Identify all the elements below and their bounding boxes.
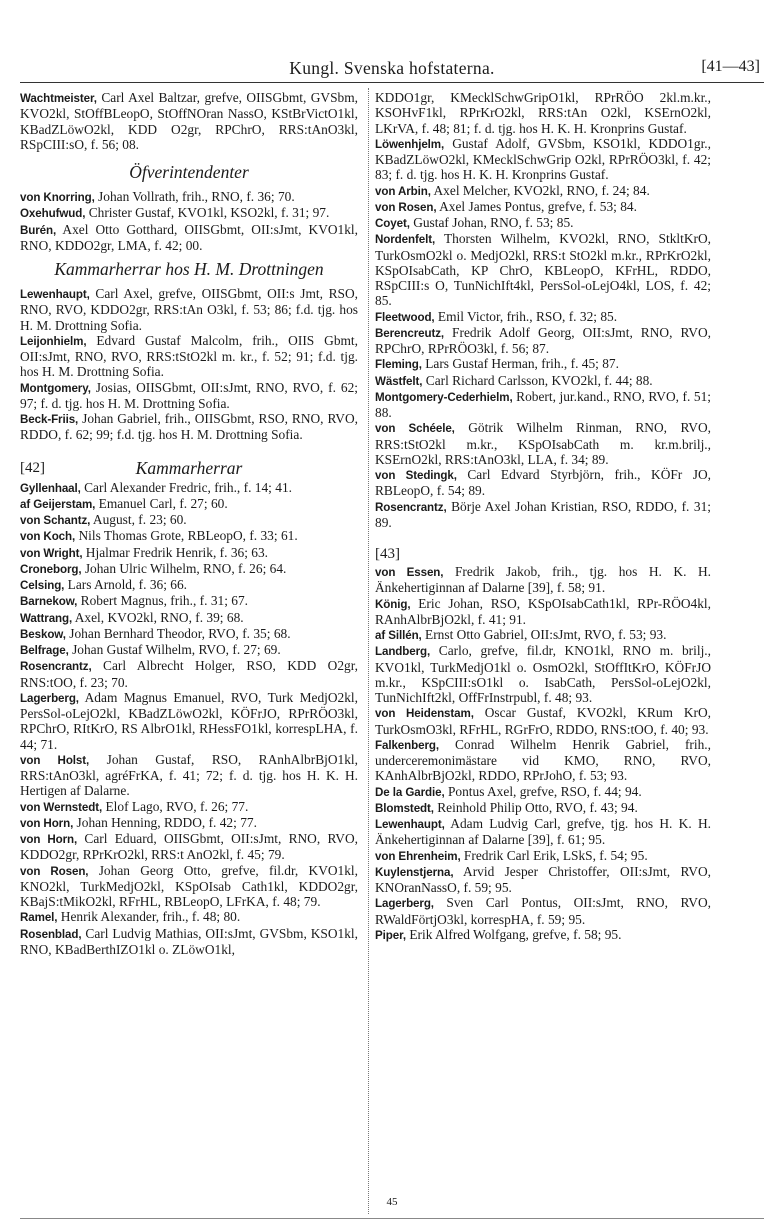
entry-text: Sven Carl Pontus, OII:sJmt, RNO, RVO, RWaldFörtjO3kl, korrespHA, f. 59; 95.	[375, 895, 711, 927]
entry-text: Lars Gustaf Herman, frih., f. 45; 87.	[421, 356, 619, 372]
register-entry	[375, 420, 711, 467]
register-entry	[20, 333, 358, 380]
entry-text: Nils Thomas Grote, RBLeopO, f. 33; 61.	[75, 528, 298, 544]
entry-name: Lagerberg,	[20, 691, 79, 705]
entry-list	[20, 480, 358, 958]
entry-text: Christer Gustaf, KVO1kl, KSO2kl, f. 31; 97.	[85, 205, 330, 221]
register-entry	[375, 784, 711, 800]
left-column	[20, 90, 358, 957]
register-entry	[375, 356, 711, 372]
entry-text: Börje Axel Johan Kristian, RSO, RDDO, f. 31; 89.	[375, 498, 711, 530]
entry-text: Axel, KVO2kl, RNO, f. 39; 68.	[72, 609, 244, 625]
entry-text: Robert Magnus, frih., f. 31; 67.	[77, 593, 249, 609]
entry-text: Gustaf Johan, RNO, f. 53; 85.	[409, 215, 574, 230]
entry-name: Montgomery-Cederhielm,	[375, 390, 513, 404]
register-entry	[375, 136, 711, 183]
entry-name: Fleming,	[375, 358, 422, 372]
register-entry	[20, 642, 358, 658]
entry-name: Croneborg,	[20, 562, 82, 576]
register-entry	[20, 205, 358, 221]
entry-name: Celsing,	[20, 579, 65, 592]
register-entry	[20, 577, 358, 593]
page-header	[20, 58, 764, 82]
entry-text: Thorsten Wilhelm, KVO2kl, RNO, StkltKrO, TurkOsmO2kl o. MedjO2kl, RRS:t StO2kl m.kr., RPrKrO2kl, KSpOIsabCath, KP ChrO, KBLeopO, KFrHL, RDDO, RSpCIII:s O, TunNichIft4kl, PersSol-oLejO4kl, LOS, f. 42; 85.	[375, 231, 711, 309]
page-range: [41—43]	[701, 58, 760, 75]
entry-name: Ramel,	[20, 911, 58, 925]
entry-name: von Ehrenheim,	[375, 849, 461, 863]
register-entry	[375, 183, 711, 199]
entry-text: Axel Otto Gotthard, OIISGbmt, OII:sJmt, KVO1kl, RNO, KDDO2gr, LMA, f. 42; 00.	[20, 221, 358, 253]
register-entry	[20, 690, 358, 752]
entry-text: Arvid Jesper Christoffer, OII:sJmt, RVO, KNOranNassO, f. 59; 95.	[375, 863, 711, 895]
entry-text: Johan Georg Otto, grefve, fil.dr, KVO1kl, KNO2kl, TurkMedjO2kl, KSpOIsab Cath1kl, KDDO2gr, KBajS:tMikO2kl, RFrHL, RBLeopO, LFrKA, f. 48; 79.	[20, 862, 358, 909]
entry-text: Axel James Pontus, grefve, f. 53; 84.	[436, 198, 637, 214]
entry-name: von Wernstedt,	[20, 800, 103, 814]
entry-text: Gustaf Adolf, GVSbm, KSO1kl, KDDO1gr., KBadZLöwO2kl, KMecklSchwGrip O2kl, RPrRÖO3kl, f. 42; 83; f. d. tjg. hos H. K. H. Kronprins Gustaf.	[375, 135, 711, 183]
register-entry	[20, 189, 358, 205]
entry-text: Fredrik Carl Erik, LSkS, f. 54; 95.	[460, 847, 648, 863]
register-entry	[20, 926, 358, 958]
register-entry	[20, 90, 358, 152]
entry-text: Ernst Otto Gabriel, OII:sJmt, RVO, f. 53; 93.	[421, 627, 667, 642]
register-entry	[20, 658, 358, 690]
entry-name: Berencreutz,	[375, 326, 445, 340]
entry-name: König,	[375, 597, 411, 611]
entry-name: von Horn,	[20, 833, 78, 846]
register-entry	[375, 705, 711, 737]
entry-list	[20, 189, 358, 253]
entry-list	[20, 90, 358, 152]
entry-list	[375, 564, 711, 943]
register-entry	[20, 799, 358, 815]
entry-text: Fredrik Jakob, frih., tjg. hos H. K. H. Änkehertiginnan af Dalarne [39], f. 58; 91.	[375, 564, 711, 596]
entry-name: Lewenhaupt,	[20, 288, 90, 301]
entry-text: Carl Ludvig Mathias, OII:sJmt, GVSbm, KSO1kl, RNO, KBadBerthIZO1kl o. ZLöwO1kl,	[20, 925, 358, 957]
register-entry	[20, 411, 358, 443]
entry-name: von Essen,	[375, 566, 444, 579]
entry-name: Piper,	[375, 928, 406, 942]
entry-name: von Horn,	[20, 816, 74, 830]
entry-name: von Holst,	[20, 753, 90, 767]
register-entry	[20, 480, 358, 496]
entry-name: Landberg,	[375, 645, 431, 659]
entry-text: Elof Lago, RVO, f. 26; 77.	[102, 798, 249, 814]
entry-name: Gyllenhaal,	[20, 481, 81, 495]
entry-name: Rosenblad,	[20, 927, 82, 941]
register-entry	[375, 215, 711, 231]
entry-name: Belfrage,	[20, 644, 69, 657]
page-marker-43: [43]	[375, 546, 400, 562]
register-entry	[375, 90, 711, 136]
entry-name: Rosencrantz,	[375, 500, 447, 514]
header-rule	[20, 82, 764, 83]
entry-name: Barnekow,	[20, 595, 78, 609]
section-heading-kammarherrar-drottningen: Kammarherrar hos H. M. Drottningen	[54, 259, 324, 279]
entry-text: Carl Axel Baltzar, grefve, OIISGbmt, GVSbm, KVO2kl, StOffBLeopO, StOffNOran NassO, KStBrVictO1kl, KBadZLöwO2kl, KDD O2gr, RPChrO, RRS:tAnO3kl, RSpCIII:sO, f. 56; 08.	[20, 90, 358, 152]
entry-text: Adam Ludvig Carl, grefve, tjg. hos H. K. H. Änkehertiginnan af Dalarne [39], f. 61; 95.	[375, 816, 711, 848]
entry-text: Johan Gustaf, RSO, RAnhAlbrBjO1kl, RRS:tAnO3kl, agréFrKA, f. 41; 72; f. d. tjg. hos H. K. H. Hertigen af Dalarne.	[20, 751, 358, 799]
column-divider	[368, 88, 369, 1214]
register-entry	[20, 286, 358, 333]
section-heading-kammarherrar: Kammarherrar	[135, 457, 243, 478]
entry-text: Pontus Axel, grefve, RSO, f. 44; 94.	[444, 783, 642, 799]
right-column	[375, 90, 711, 943]
entry-name: von Arbin,	[375, 184, 431, 198]
entry-name: von Schéele,	[375, 422, 455, 436]
entry-name: von Wright,	[20, 546, 83, 560]
entry-text: August, f. 23; 60.	[90, 512, 187, 527]
entry-text: Henrik Alexander, frih., f. 48; 80.	[57, 909, 241, 925]
register-entry	[20, 610, 358, 626]
entry-name: von Koch,	[20, 530, 76, 544]
register-entry	[375, 325, 711, 357]
entry-text: Emanuel Carl, f. 27; 60.	[95, 495, 228, 511]
entry-text: Robert, jur.kand., RNO, RVO, f. 51; 88.	[375, 388, 711, 420]
entry-text: Oscar Gustaf, KVO2kl, KRum KrO, TurkOsmO3kl, RFrHL, RGrFrO, RDDO, RNS:tOO, f. 40; 93.	[375, 705, 711, 737]
entry-name: Coyet,	[375, 217, 410, 230]
entry-text: Adam Magnus Emanuel, RVO, Turk MedjO2kl, PersSol-oLejO2kl, KBadZLöwO2kl, KÖFrJO, RPrRÖO3kl, RPChrO, RItKrO, RS AlbrO1kl, RHessFO1kl, korrespLHA, f. 44; 71.	[20, 689, 358, 752]
entry-list	[375, 90, 711, 530]
entry-list	[20, 286, 358, 443]
entry-name: Beck-Friis,	[20, 413, 79, 426]
page-title: Kungl. Svenska hofstaterna.	[289, 58, 495, 78]
register-entry	[20, 528, 358, 544]
entry-text: Johan Gabriel, frih., OIISGbmt, RSO, RNO, RVO, RDDO, f. 62; 99; f.d. tjg. hos H. M. Drottning Sofia.	[20, 411, 358, 443]
entry-name: von Rosen,	[375, 200, 437, 214]
entry-name: von Knorring,	[20, 191, 95, 204]
register-entry	[375, 737, 711, 784]
entry-name: Fleetwood,	[375, 310, 435, 324]
entry-text: Götrik Wilhelm Rinman, RNO, RVO, RRS:tStO2kl m.kr., KSpOIsabCath m. kr.m.brilj., KSErnO2kl, RRS:tAnO3kl, LLA, f. 34; 89.	[375, 420, 711, 467]
register-entry	[20, 831, 358, 863]
entry-name: Blomstedt,	[375, 801, 434, 815]
entry-text: Josias, OIISGbmt, OII:sJmt, RNO, RVO, f. 62; 97; f. d. tjg. hos H. M. Drottning Sofia.	[20, 379, 358, 411]
entry-text: Carlo, grefve, fil.dr, KNO1kl, RNO m. brilj., KVO1kl, TurkMedjO1kl o. OsmO2kl, StOffItKrO, KÖFrJO m.kr., KSpCIII:sO1kl o. IsabCath, PersSol-oLejO2kl, TunNichIft2kl, OffFrInstrpubl, f. 48; 93.	[375, 643, 711, 705]
entry-name: Falkenberg,	[375, 738, 439, 752]
register-entry	[20, 752, 358, 799]
register-entry	[375, 643, 711, 705]
entry-name: Wästfelt,	[375, 374, 423, 388]
entry-text: Emil Victor, frih., RSO, f. 32; 85.	[434, 308, 618, 324]
register-entry	[20, 561, 358, 577]
register-entry	[375, 199, 711, 215]
entry-text: KDDO1gr, KMecklSchwGripO1kl, RPrRÖO 2kl.m.kr., KSOHvF1kl, RPrKrO2kl, RRS:tAn O2kl, KSErnO2kl, LKrVA, f. 48; 81; f. d. tjg. hos H. K. H. Kronprins Gustaf.	[375, 90, 711, 136]
entry-text: Hjalmar Fredrik Henrik, f. 36; 63.	[82, 544, 269, 560]
entry-name: Nordenfelt,	[375, 233, 436, 247]
register-entry	[20, 815, 358, 831]
entry-name: Beskow,	[20, 627, 66, 641]
entry-name: Montgomery,	[20, 381, 91, 395]
entry-name: Wattrang,	[20, 611, 73, 625]
register-entry	[375, 596, 711, 628]
entry-text: Reinhold Philip Otto, RVO, f. 43; 94.	[433, 799, 638, 815]
register-entry	[375, 864, 711, 896]
entry-name: von Schantz,	[20, 514, 91, 527]
register-entry	[375, 231, 711, 308]
entry-name: af Sillén,	[375, 629, 422, 642]
section-heading-row	[20, 457, 358, 480]
entry-name: Lagerberg,	[375, 897, 434, 911]
entry-text: Carl Eduard, OIISGbmt, OII:sJmt, RNO, RVO, KDDO2gr, RPrKrO2kl, RRS:t AnO2kl, f. 45; 79.	[20, 831, 358, 863]
register-entry	[20, 496, 358, 512]
register-entry	[375, 800, 711, 816]
page-number: 45	[386, 1196, 398, 1208]
entry-name: Burén,	[20, 223, 57, 237]
register-entry	[20, 545, 358, 561]
register-entry	[375, 848, 711, 864]
register-entry	[375, 927, 711, 943]
entry-name: De la Gardie,	[375, 785, 445, 799]
entry-name: Oxehufwud,	[20, 207, 86, 221]
register-entry	[375, 373, 711, 389]
register-entry	[20, 593, 358, 609]
register-entry	[20, 863, 358, 910]
entry-name: Kuylenstjerna,	[375, 865, 454, 879]
register-entry	[375, 564, 711, 596]
entry-text: Edvard Gustaf Malcolm, frih., OIIS Gbmt, OII:sJmt, RNO, RVO, RRS:tStO2kl m. kr., f. 52; 91; f.d. tjg. hos H. M. Drottning Sofia.	[20, 332, 358, 380]
entry-text: Johan Ulric Wilhelm, RNO, f. 26; 64.	[81, 560, 287, 576]
entry-text: Erik Alfred Wolfgang, grefve, f. 58; 95.	[405, 926, 622, 942]
register-entry	[20, 909, 358, 925]
entry-text: Carl Axel, grefve, OIISGbmt, OII:s Jmt, RSO, RNO, RVO, KDDO2gr, RRS:tAn O3kl, f. 53; 86; f.d. tjg. hos H. M. Drottning Sofia.	[20, 286, 358, 333]
entry-name: von Rosen,	[20, 864, 89, 878]
entry-name: Löwenhjelm,	[375, 137, 445, 151]
section-heading-ofverintendenter: Öfverintendenter	[129, 162, 249, 182]
register-entry	[375, 309, 711, 325]
entry-text: Axel Melcher, KVO2kl, RNO, f. 24; 84.	[430, 182, 650, 198]
register-entry	[20, 626, 358, 642]
entry-text: Conrad Wilhelm Henrik Gabriel, frih., underceremonimästare vid KMO, RNO, RVO, KAnhAlbrBjO2kl, RDDO, RPrJohO, f. 53; 93.	[375, 736, 711, 784]
entry-text: Carl Edvard Styrbjörn, frih., KÖFr JO, RBLeopO, f. 54; 89.	[375, 467, 711, 499]
entry-text: Carl Alexander Fredric, frih., f. 14; 41.	[80, 479, 292, 495]
page-marker-42: [42]	[20, 459, 45, 476]
register-entry	[375, 389, 711, 421]
entry-text: Johan Henning, RDDO, f. 42; 77.	[73, 814, 257, 830]
entry-text: Carl Albrecht Holger, RSO, KDD O2gr, RNS:tOO, f. 23; 70.	[20, 658, 358, 690]
register-entry	[375, 499, 711, 531]
entry-text: Carl Richard Carlsson, KVO2kl, f. 44; 88.	[422, 372, 653, 388]
register-entry	[375, 627, 711, 643]
entry-name: von Stedingk,	[375, 469, 457, 482]
entry-text: Eric Johan, RSO, KSpOIsabCath1kl, RPr-RÖO4kl, RAnhAlbrBjO2kl, f. 41; 91.	[375, 595, 711, 627]
register-entry	[375, 816, 711, 848]
register-entry	[375, 467, 711, 499]
entry-text: Fredrik Adolf Georg, OII:sJmt, RNO, RVO, RPChrO, RPrRÖO3kl, f. 56; 87.	[375, 324, 711, 356]
entry-text: Johan Gustaf Wilhelm, RVO, f. 27; 69.	[68, 642, 281, 657]
entry-name: Leijonhielm,	[20, 334, 87, 348]
entry-text: Johan Vollrath, frih., RNO, f. 36; 70.	[94, 189, 295, 204]
entry-name: Lewenhaupt,	[375, 818, 445, 831]
entry-text: Lars Arnold, f. 36; 66.	[64, 577, 188, 592]
footer-rule	[20, 1218, 764, 1219]
register-entry	[20, 512, 358, 528]
register-entry	[20, 222, 358, 254]
entry-name: von Heidenstam,	[375, 707, 474, 721]
register-entry	[20, 380, 358, 412]
entry-name: Rosencrantz,	[20, 660, 92, 674]
entry-name: Wachtmeister,	[20, 92, 97, 105]
entry-text: Johan Bernhard Theodor, RVO, f. 35; 68.	[65, 625, 291, 641]
entry-name: af Geijerstam,	[20, 497, 96, 511]
register-entry	[375, 895, 711, 927]
